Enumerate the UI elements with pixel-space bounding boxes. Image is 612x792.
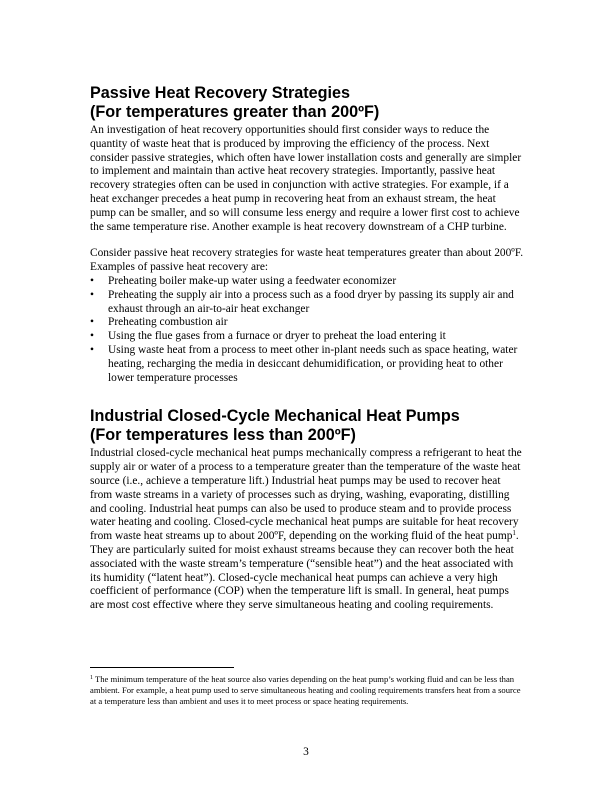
list-item <box>90 316 524 330</box>
paragraph-heat-pumps <box>90 447 524 613</box>
section-heading <box>90 407 524 445</box>
footnote-marker: 1 <box>90 675 93 681</box>
page-content <box>90 84 524 613</box>
list-item <box>90 344 524 385</box>
footnote-reference[interactable]: 1 <box>512 529 516 538</box>
page-number: 3 <box>303 746 309 758</box>
list-item <box>90 275 524 289</box>
list-item-text: Preheating combustion air <box>108 316 228 329</box>
bullet-list <box>90 275 524 385</box>
list-item-text: Using waste heat from a process to meet other in-plant needs such as space heating, water heating, recharging the media in desiccant dehumidification, or providing heat to other lower temperature processes <box>108 343 518 384</box>
heading-line-2: (For temperatures less than 200ºF) <box>90 426 356 445</box>
footnote-text: The minimum temperature of the heat source also varies depending on the heat pump’s working fluid and can be less than ambient. For example, a heat pump used to serve simultaneous heating and cooling requirements transfers heat from a source at a temperature less than ambient and uses it to meet process or space heating requirements. <box>90 674 521 706</box>
bullet-icon: • <box>90 274 94 287</box>
list-item-text: Preheating the supply air into a process such as a food dryer by passing its supply air and exhaust through an air-to-air heat exchanger <box>108 288 514 315</box>
list-item <box>90 289 524 317</box>
bullet-icon: • <box>90 343 94 356</box>
paragraph-intro: An investigation of heat recovery opportunities should first consider ways to reduce the quantity of waste heat that is produced by improving the efficiency of the process. Next consider passive strategies, which often have lower installation costs and generally are simpler to implement and maintain than active heat recovery strategies. Importantly, passive heat recovery strategies often can be used in conjunction with active strategies. For example, if a heat exchanger precedes a heat pump in recovering heat from an exhaust stream, the heat pump can be smaller, and so will consume less energy and require a lower first cost to achieve the same temperature rise. Another example is heat recovery downstream of a CHP turbine. <box>90 124 522 233</box>
bullet-icon: • <box>90 288 94 301</box>
list-item-text: Preheating boiler make-up water using a feedwater economizer <box>108 274 397 287</box>
footnote <box>90 674 524 707</box>
paragraph-examples-lead: Consider passive heat recovery strategies for waste heat temperatures greater than about 200ºF. Examples of passive heat recovery are: <box>90 247 524 274</box>
bullet-icon: • <box>90 316 94 329</box>
section-passive-heat-recovery <box>90 84 524 385</box>
heading-line-1: Industrial Closed-Cycle Mechanical Heat Pumps <box>90 407 460 426</box>
heading-line-1: Passive Heat Recovery Strategies <box>90 84 351 102</box>
paragraph-text-part-2: . They are particularly suited for moist exhaust streams because they can recover both the heat associated with the waste stream’s temperature (“sensible heat”) and the heat associated with its humidity (“latent heat”). Closed-cycle mechanical heat pumps can achieve a very high coefficient of performance (COP) when the temperature lift is small. In general, heat pumps are most cost effective where they serve simultaneous heating and cooling requirements. <box>90 530 519 612</box>
bullet-icon: • <box>90 330 94 343</box>
footnote-divider <box>90 667 234 668</box>
list-item <box>90 330 524 344</box>
section-heat-pumps <box>90 407 524 613</box>
paragraph-text-part-1: Industrial closed-cycle mechanical heat pumps mechanically compress a refrigerant to heat the supply air or water of a process to a temperature greater than the temperature of the waste heat source (i.e., achieve a temperature lift.) Industrial heat pumps may be used to recover heat from waste streams in a variety of processes such as drying, washing, evaporating, distilling and cooling. Industrial heat pumps can also be used to produce steam and to provide process water heating and cooling. Closed-cycle mechanical heat pumps are suitable for heat recovery from waste heat streams up to about 200ºF, depending on the working fluid of the heat pump <box>90 447 522 543</box>
heading-line-2: (For temperatures greater than 200ºF) <box>90 103 380 121</box>
list-item-text: Using the flue gases from a furnace or dryer to preheat the load entering it <box>108 330 446 343</box>
section-heading <box>90 84 524 122</box>
